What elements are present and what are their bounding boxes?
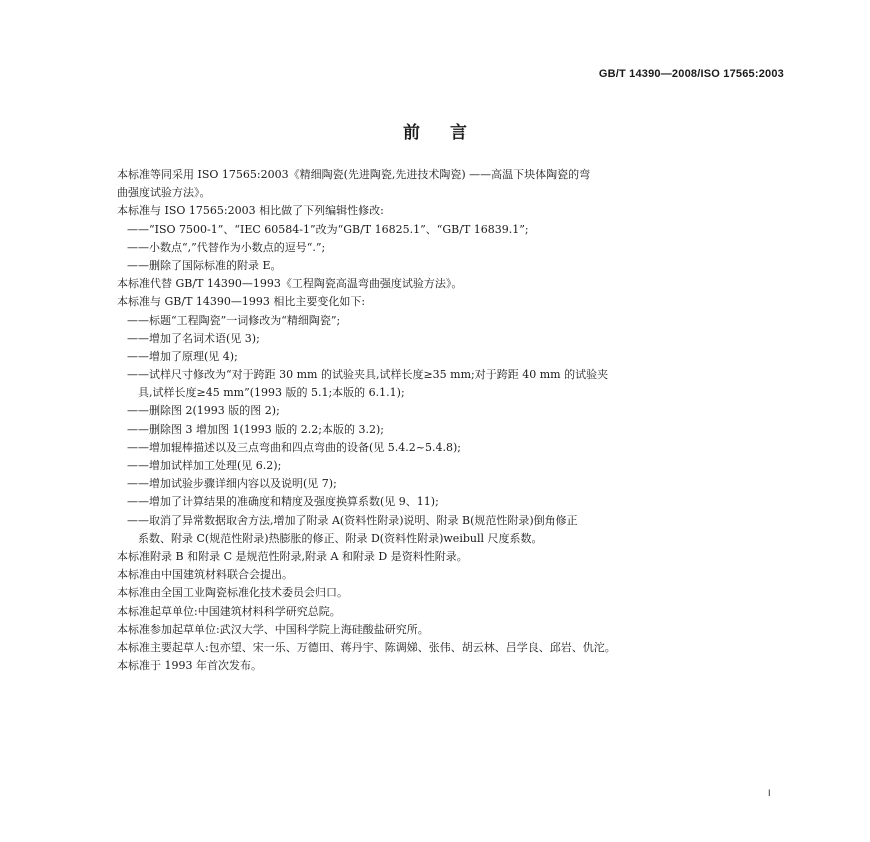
text-line: ——删除图 3 增加图 1(1993 版的 2.2;本版的 3.2); — [127, 422, 384, 436]
text-line: ——取消了异常数据取舍方法,增加了附录 A(资料性附录)说明、附录 B(规范性附录)倒角修正 — [127, 513, 578, 527]
text-line: ——删除了国际标准的附录 E。 — [127, 258, 282, 272]
text-line: ——删除图 2(1993 版的图 2); — [127, 404, 280, 418]
text-line: ——增加了原理(见 4); — [127, 349, 238, 363]
text-line: 本标准代替 GB/T 14390—1993《工程陶瓷高温弯曲强度试验方法》。 — [117, 277, 463, 291]
text-line: 本标准与 ISO 17565:2003 相比做了下列编辑性修改: — [117, 204, 384, 218]
text-line: 本标准于 1993 年首次发布。 — [117, 659, 262, 673]
text-line: 曲强度试验方法》。 — [117, 186, 211, 200]
foreword-body — [117, 166, 787, 675]
text-line: ——试样尺寸修改为“对于跨距 30 mm 的试验夹具,试样长度≥35 mm;对于跨距 40 mm 的试验夹 — [127, 368, 609, 382]
text-line: 系数、附录 C(规范性附录)热膨胀的修正、附录 D(资料性附录)weibull 尺度系数。 — [138, 531, 543, 545]
text-line: ——小数点“,”代替作为小数点的逗号“.”; — [127, 240, 326, 254]
text-line: 本标准由中国建筑材料联合会提出。 — [117, 568, 293, 582]
text-line: ——“ISO 7500-1”、“IEC 60584-1”改为“GB/T 16825.1”、“GB/T 16839.1”; — [127, 222, 529, 236]
text-line: 本标准起草单位:中国建筑材料科学研究总院。 — [117, 604, 341, 618]
text-line: ——增加试样加工处理(见 6.2); — [127, 459, 282, 472]
text-line: 本标准与 GB/T 14390—1993 相比主要变化如下: — [117, 295, 366, 309]
text-line: ——增加了计算结果的准确度和精度及强度换算系数(见 9、11); — [127, 495, 439, 509]
page-title: 前言 — [403, 123, 497, 143]
text-line: 具,试样长度≥45 mm”(1993 版的 5.1;本版的 6.1.1); — [138, 386, 405, 400]
text-line: 本标准等同采用 ISO 17565:2003《精细陶瓷(先进陶瓷,先进技术陶瓷) ——高温下块体陶瓷的弯 — [117, 168, 591, 181]
text-line: ——增加了名词术语(见 3); — [127, 331, 260, 345]
text-line: 本标准主要起草人:包亦望、宋一乐、万德田、蒋丹宇、陈调娣、张伟、胡云林、吕学良、邱岩、仇沱。 — [117, 640, 616, 654]
text-line: 本标准附录 B 和附录 C 是规范性附录,附录 A 和附录 D 是资料性附录。 — [117, 549, 468, 563]
text-line: ——增加试验步骤详细内容以及说明(见 7); — [127, 477, 337, 491]
text-line: 本标准由全国工业陶瓷标准化技术委员会归口。 — [117, 586, 348, 600]
text-line: ——标题“工程陶瓷”一词修改为“精细陶瓷”; — [127, 313, 341, 327]
text-line: 本标准参加起草单位:武汉大学、中国科学院上海硅酸盐研究所。 — [117, 622, 429, 636]
text-line: ——增加辊棒描述以及三点弯曲和四点弯曲的设备(见 5.4.2~5.4.8); — [127, 440, 461, 454]
page-number: I — [768, 788, 771, 798]
standard-number-header: GB/T 14390—2008/ISO 17565:2003 — [598, 68, 784, 80]
